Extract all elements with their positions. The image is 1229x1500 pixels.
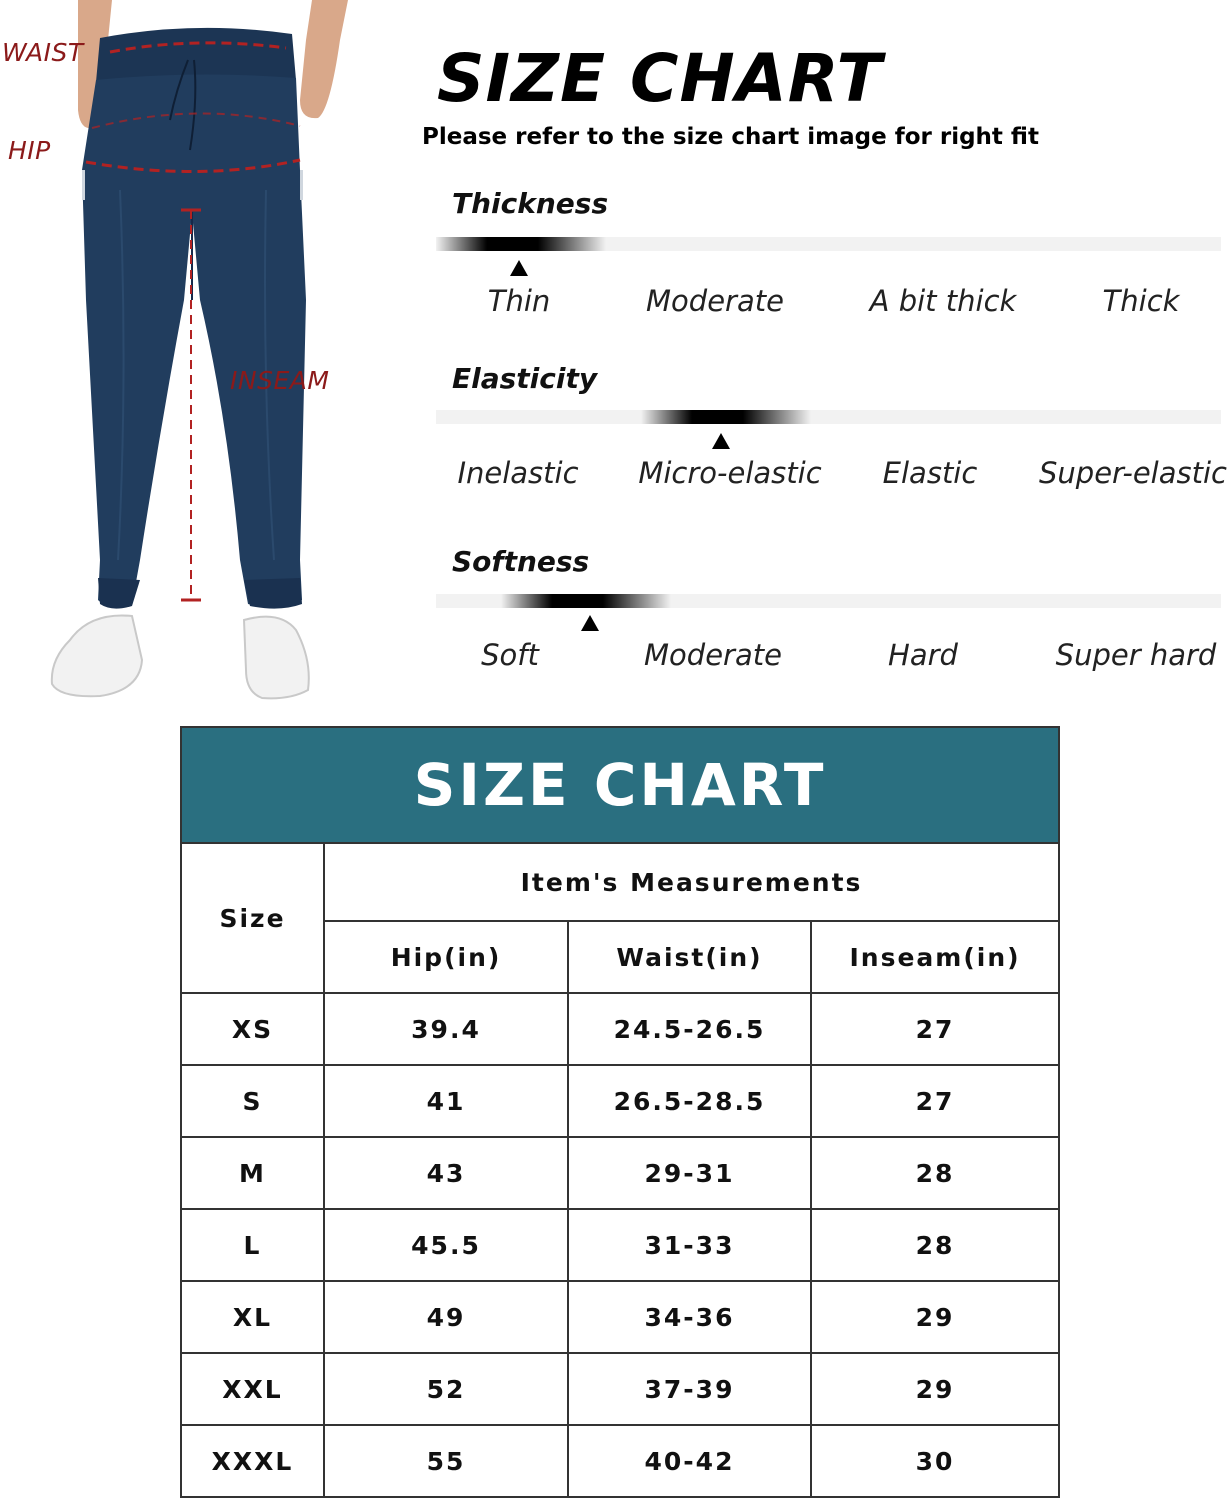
table-title: SIZE CHART bbox=[181, 727, 1059, 843]
softness-bar-fill bbox=[501, 594, 671, 608]
size-cell: L bbox=[181, 1209, 324, 1281]
softness-option-soft: Soft bbox=[481, 638, 539, 672]
waist-label: WAIST bbox=[2, 38, 84, 67]
page-title: SIZE CHART bbox=[437, 40, 883, 117]
size-column-header: Size bbox=[181, 843, 324, 993]
waist-cell: 37-39 bbox=[568, 1353, 811, 1425]
elasticity-bar-fill bbox=[641, 410, 811, 424]
hip-cell: 52 bbox=[324, 1353, 568, 1425]
softness-option-super-hard: Super hard bbox=[1055, 638, 1217, 672]
table-row bbox=[181, 1425, 1059, 1497]
softness-option-moderate: Moderate bbox=[644, 638, 782, 672]
elasticity-option-elastic: Elastic bbox=[882, 456, 978, 490]
inseam-cell: 27 bbox=[811, 993, 1059, 1065]
table-row bbox=[181, 1353, 1059, 1425]
inseam-cell: 28 bbox=[811, 1209, 1059, 1281]
inseam-cell: 30 bbox=[811, 1425, 1059, 1497]
table-row bbox=[181, 1065, 1059, 1137]
size-chart-table bbox=[180, 726, 1060, 1498]
waist-cell: 40-42 bbox=[568, 1425, 811, 1497]
pants-illustration bbox=[0, 0, 360, 705]
thickness-option-thin: Thin bbox=[487, 284, 551, 318]
table-row bbox=[181, 993, 1059, 1065]
measurements-group-header: Item's Measurements bbox=[324, 843, 1059, 921]
page-subtitle: Please refer to the size chart image for right fit bbox=[422, 124, 1039, 150]
softness-option-hard: Hard bbox=[888, 638, 958, 672]
hip-label: HIP bbox=[8, 136, 51, 165]
table-row bbox=[181, 1281, 1059, 1353]
size-cell: S bbox=[181, 1065, 324, 1137]
size-cell: M bbox=[181, 1137, 324, 1209]
table-row bbox=[181, 1137, 1059, 1209]
softness-bar bbox=[436, 594, 1221, 608]
hip-cell: 55 bbox=[324, 1425, 568, 1497]
inseam-cell: 29 bbox=[811, 1281, 1059, 1353]
inseam-column-header: Inseam(in) bbox=[811, 921, 1059, 993]
size-cell: XXXL bbox=[181, 1425, 324, 1497]
elasticity-bar bbox=[436, 410, 1221, 424]
thickness-option-moderate: Moderate bbox=[646, 284, 784, 318]
hip-column-header: Hip(in) bbox=[324, 921, 568, 993]
elasticity-marker-icon bbox=[712, 433, 730, 449]
thickness-bar bbox=[436, 237, 1221, 251]
inseam-label: INSEAM bbox=[230, 366, 330, 395]
waist-cell: 34-36 bbox=[568, 1281, 811, 1353]
hip-cell: 41 bbox=[324, 1065, 568, 1137]
waist-cell: 31-33 bbox=[568, 1209, 811, 1281]
thickness-title: Thickness bbox=[452, 187, 609, 220]
elasticity-option-super-elastic: Super-elastic bbox=[1039, 456, 1227, 490]
hip-cell: 39.4 bbox=[324, 993, 568, 1065]
elasticity-option-micro-elastic: Micro-elastic bbox=[638, 456, 822, 490]
elasticity-title: Elasticity bbox=[452, 362, 598, 395]
hip-cell: 49 bbox=[324, 1281, 568, 1353]
table-row bbox=[181, 1209, 1059, 1281]
waist-cell: 26.5-28.5 bbox=[568, 1065, 811, 1137]
jogger-pants-image bbox=[0, 0, 360, 705]
thickness-bar-fill bbox=[436, 237, 606, 251]
inseam-cell: 29 bbox=[811, 1353, 1059, 1425]
size-cell: XS bbox=[181, 993, 324, 1065]
inseam-cell: 28 bbox=[811, 1137, 1059, 1209]
waist-cell: 29-31 bbox=[568, 1137, 811, 1209]
thickness-option-a-bit-thick: A bit thick bbox=[869, 284, 1017, 318]
table-banner-row bbox=[181, 727, 1059, 843]
size-cell: XXL bbox=[181, 1353, 324, 1425]
inseam-cell: 27 bbox=[811, 1065, 1059, 1137]
hip-cell: 43 bbox=[324, 1137, 568, 1209]
size-cell: XL bbox=[181, 1281, 324, 1353]
elasticity-option-inelastic: Inelastic bbox=[457, 456, 579, 490]
softness-title: Softness bbox=[452, 545, 590, 578]
waist-column-header: Waist(in) bbox=[568, 921, 811, 993]
thickness-marker-icon bbox=[510, 260, 528, 276]
hip-cell: 45.5 bbox=[324, 1209, 568, 1281]
thickness-option-thick: Thick bbox=[1102, 284, 1180, 318]
waist-cell: 24.5-26.5 bbox=[568, 993, 811, 1065]
softness-marker-icon bbox=[581, 615, 599, 631]
table-header-row bbox=[181, 843, 1059, 921]
